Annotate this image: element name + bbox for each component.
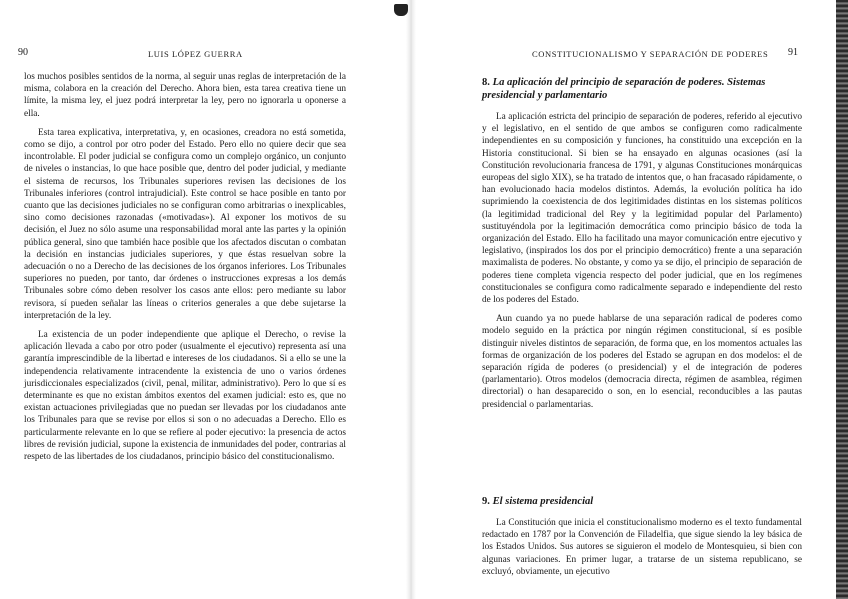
right-page — [420, 0, 830, 599]
right-running-head: CONSTITUCIONALISMO Y SEPARACIÓN DE PODERES — [532, 49, 769, 59]
right-page-number: 91 — [788, 47, 798, 58]
section-8-title: La aplicación del principio de separación de poderes. Sistemas presidencial y parlamentario — [482, 77, 766, 101]
right-paragraph-1: La aplicación estricta del principio de separación de poderes, referido al ejecutivo y el legislativo, en el sentido de que ambos se configuren como radicalmente independientes en su composición y funciones, ha constituido una excepción en la Historia constitucional. Si bien se ha ensayado en algunas ocasiones (así la Constitución revolucionaria francesa de 1791, y algunas Constituciones monárquicas europeas del siglo XIX), se ha tratado de intentos que, o han fracasado rápidamente, o han evolucionado hacia modelos distintos. Además, la evolución política ha ido suprimiendo la coexistencia de dos legitimidades distintas en los sistemas políticos (la legitimidad tradicional del Rey y la legitimidad popular del Parlamento) sustituyéndola por la legitimación democrática como principio básico de toda la organización del Estado. Ello ha facilitado una mayor comunicación entre ejecutivo y legislativo, (inspirados los dos por el principio democrático) frente a una separación maximalista de poderes. No obstante, y como ya se dijo, el principio de separación de poderes tiene completa vigencia respecto del poder judicial, que en los regímenes constitucionales se configura como radicalmente separado e independiente del resto de los poderes del Estado. — [482, 112, 802, 306]
page-edge-strip — [836, 0, 848, 599]
section-9-number: 9. — [482, 496, 490, 507]
section-9-heading — [482, 495, 802, 508]
left-paragraph-3: La existencia de un poder independiente que aplique el Derecho, o revise la aplicación llevada a cabo por otro poder (usualmente el ejecutivo) representa así una garantía imprescindible de la libertad e intereses de los ciudadanos. Si a ello se une la independencia relativamente intracendente la existencia de uno o varios órdenes jurisdiccionales especializados (civil, penal, militar, administrativo). Pero lo que sí es determinante es que no existan ámbitos exentos del examen judicial: esto es, que no existan actuaciones privilegiadas que no puedan ser llevadas por los ciudadanos ante los Tribunales para que se revise por ellos si son o no adecuadas a Derecho. Ello es particularmente relevante en lo que se refiere al poder ejecutivo: la presencia de actos libres de revisión judicial, supone la existencia de inmunidades del poder, contrarias al respeto de las libertades de los ciudadanos, principio básico del constitucionalismo. — [24, 330, 346, 463]
left-paragraph-1: los muchos posibles sentidos de la norma, al seguir unas reglas de interpretación de la misma, colabora en la creación del Derecho. Ahora bien, esta tarea creativa tiene un límite, la misma ley, el juez podrá interpretar la ley, pero no ignorarla u oponerse a ella. — [24, 72, 346, 119]
right-paragraph-2: Aun cuando ya no puede hablarse de una separación radical de poderes como modelo seguido en la práctica por ningún régimen constitucional, sí es posible distinguir niveles distintos de separación, de forma que, en los momentos actuales las formas de organización de los poderes del Estado se agrupan en dos modelos: el de separación rígida de poderes (o presidencial) y el de integración de poderes (parlamentario). Otros modelos (democracia directa, régimen de asamblea, régimen directorial) o han desaparecido o son, en lo esencial, reconducibles a las pautas presidencial o parlamentarias. — [482, 314, 802, 410]
left-page — [0, 0, 410, 599]
left-paragraph-2: Esta tarea explicativa, interpretativa, y, en ocasiones, creadora no está sometida, como se dijo, a control por otro poder del Estado. Pero ello no quiere decir que sea incontrolable. El poder judicial se configura como un complejo orgánico, un conjunto de niveles o instancias, lo que hace posible que, dentro del poder judicial, y mediante el sistema de recursos, los Tribunales superiores revisen las decisiones de los Tribunales inferiores (control intrajudicial). Este control se hace posible en tanto por cuanto que las decisiones judiciales no se configuran como arbitrarias o inexplicables, sino como decisiones razonadas («motivadas»). Al exponer los motivos de su decisión, el Juez no sólo asume una responsabilidad moral ante las partes y la opinión pública general, sino que también hace posible que los afectados discutan o combatan la decisión en instancias judiciales superiores, y que éstas resuelvan sobre la adecuación o no a Derecho de las decisiones de los órganos inferiores. Los Tribunales superiores no pueden, por tanto, dar órdenes o instrucciones expresas a los demás Tribunales sobre cómo deben resolver los casos ante ellos: pero mediante su labor revisora, sí pueden señalar las líneas o criterios generales a que debe sujetarse la interpretación de la ley. — [24, 127, 346, 321]
left-body-text — [24, 71, 346, 463]
section-9-title: El sistema presidencial — [492, 496, 594, 507]
section-8-heading — [482, 76, 802, 102]
section-8-number: 8. — [482, 77, 490, 88]
book-gutter — [406, 0, 416, 599]
section-9-body — [482, 517, 802, 578]
binding-clip-icon — [394, 4, 408, 16]
right-paragraph-3: La Constitución que inicia el constitucionalismo moderno es el texto fundamental redactado en 1787 por la Convención de Filadelfia, que sigue siendo la ley básica de los Estados Unidos. Sus autores se siguieron el modelo de Montesquieu, si bien con algunas variaciones. En primer lugar, a tratarse de un sistema republicano, se excluyó, obviamente, un ejecutivo — [482, 518, 802, 577]
left-page-number: 90 — [18, 47, 28, 58]
section-8-body — [482, 111, 802, 411]
left-running-head: LUIS LÓPEZ GUERRA — [148, 49, 243, 59]
